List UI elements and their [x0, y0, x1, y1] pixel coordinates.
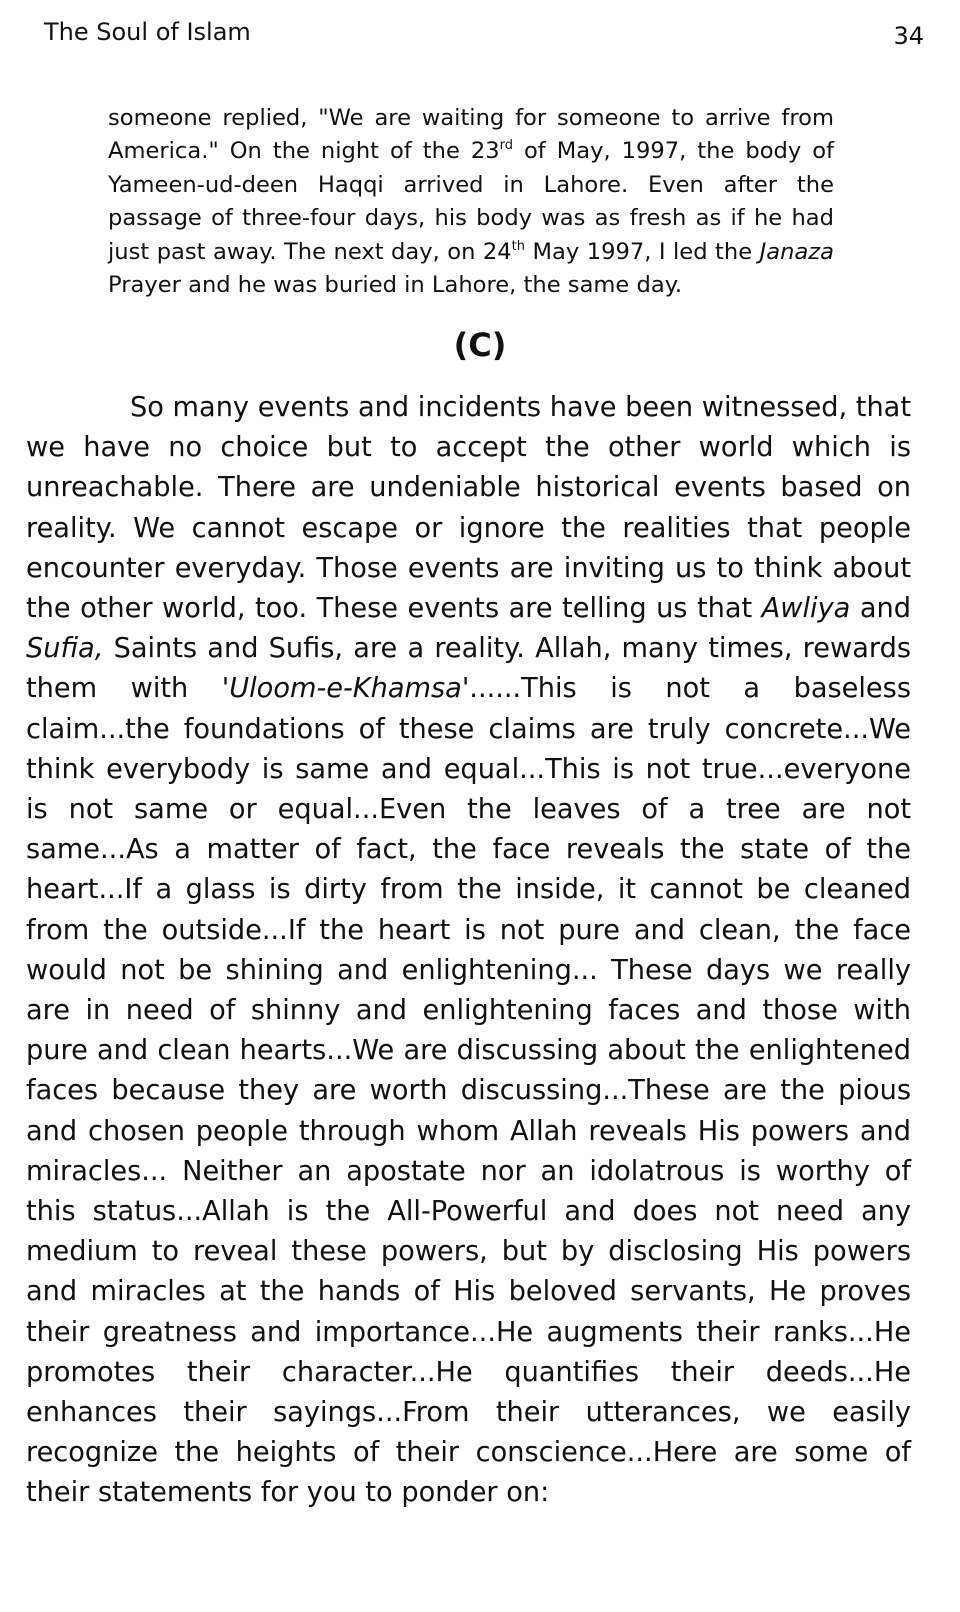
- term-janaza: Janaza: [759, 238, 834, 265]
- term-sufia: Sufia,: [26, 633, 104, 665]
- ordinal-suffix-rd: rd: [499, 138, 513, 154]
- main-text-part2: and: [850, 593, 911, 625]
- quote-text: [108, 102, 834, 302]
- term-awliya: Awliya: [761, 593, 851, 625]
- section-heading: (C): [453, 326, 507, 364]
- quote-text-part4: Prayer and he was buried in Lahore, the same day.: [108, 272, 683, 299]
- page-header: [44, 18, 924, 52]
- main-text-part1: So many events and incidents have been witnessed, that we have no choice but to accept the other world which is unreachable. There are undeniable historical events based on reality. We cannot escape or ignore the realities that people encounter everyday. Those events are inviting us to think about the other world, too. These events are telling us that: [26, 392, 911, 625]
- main-text: [26, 388, 911, 1514]
- quote-paragraph: [108, 102, 834, 302]
- quote-text-part3: May 1997, I led the: [525, 238, 760, 265]
- main-text-part4: ......This is not a baseless claim...the foundations of these claims are truly concrete...We think everybody is same and equal...This is not true...everyone is not same or equal...Even the leaves of a tree are not same...As a matter of fact, the face reveals the state of the heart...If a glass is dirty from the inside, it cannot be cleaned from the outside...If the heart is not pure and clean, the face would not be shining and enlightening... These days we really are in need of shinny and enlightening faces and those with pure and clean hearts...We are discussing about the enlightened faces because they are worth discussing...These are the pious and chosen people through whom Allah reveals His powers and miracles... Neither an apostate nor an idolatrous is worthy of this status...Allah is the All-Powerful and does not need any medium to reveal these powers, but by disclosing His powers and miracles at the hands of His beloved servants, He proves their greatness and importance...He augments their ranks...He promotes their character...He quantifies their deeds...He enhances their sayings...From their utterances, we easily recognize the heights of their conscience...Here are some of their statements for you to ponder on:: [26, 673, 911, 1509]
- main-paragraph: [26, 388, 911, 1514]
- quote-text-part1: someone replied, "We are waiting for someone to arrive from America." On the night of the 23: [108, 105, 834, 165]
- book-title: The Soul of Islam: [44, 18, 251, 46]
- main-text-part3: Saints and Sufis, are a reality. Allah, many times, rewards them with ': [26, 633, 911, 705]
- ordinal-suffix-th: th: [511, 238, 526, 254]
- term-uloom-e-khamsa: Uloom-e-Khamsa': [229, 673, 470, 705]
- quote-text-part2: of May, 1997, the body of Yameen-ud-deen Haqqi arrived in Lahore. Even after the passage of three-four days, his body was as fresh as if he had just past away. The next day, on 24: [108, 138, 834, 265]
- page-number: 34: [893, 22, 924, 50]
